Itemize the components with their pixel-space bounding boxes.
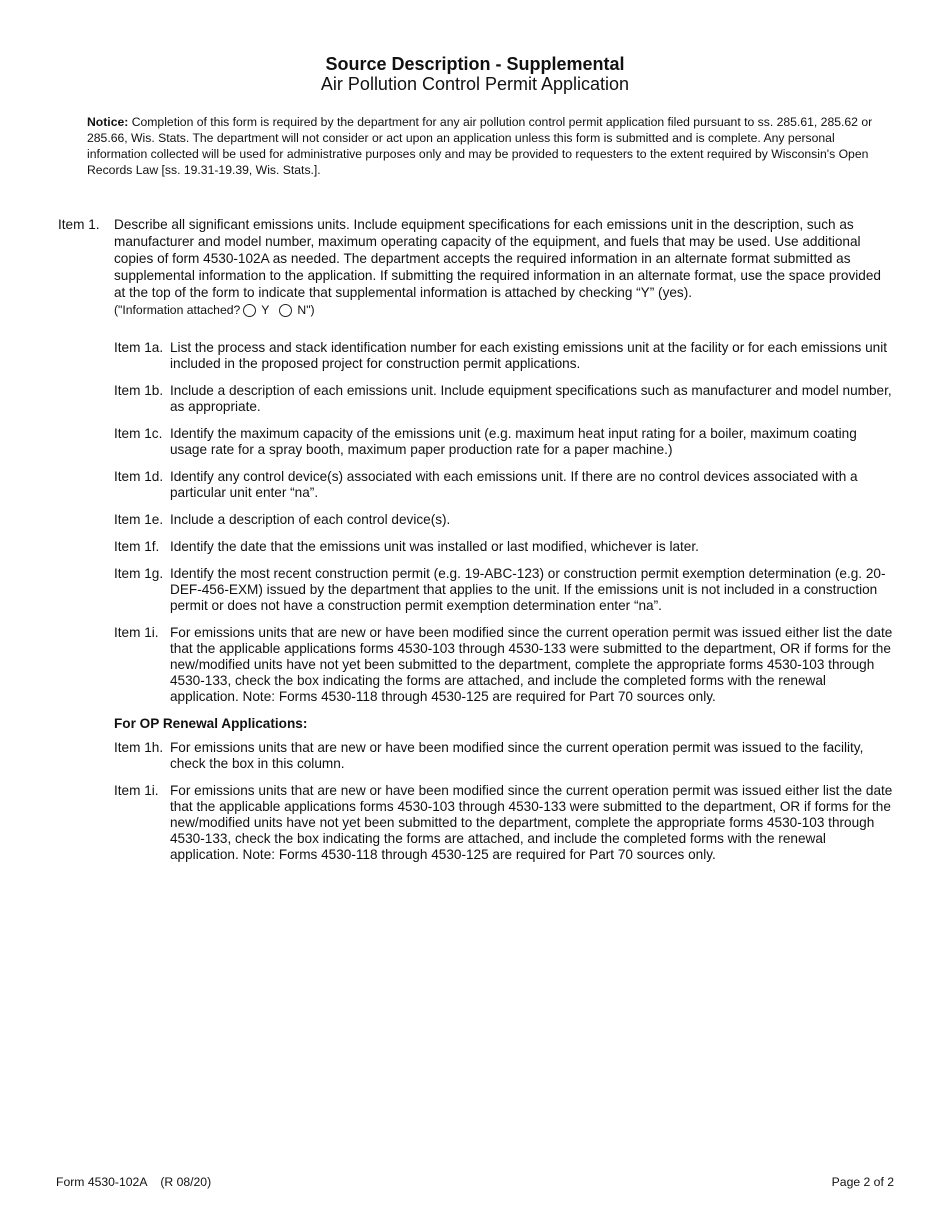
- item-1-subitems: [114, 340, 894, 874]
- option-yes-label: Y: [261, 303, 270, 317]
- information-attached-label: ("Information attached?: [114, 303, 241, 317]
- subitem-label: Item 1d.: [114, 469, 164, 484]
- notice-label: Notice:: [87, 115, 129, 129]
- page-subtitle: Air Pollution Control Permit Application: [320, 74, 630, 94]
- page-title: Source Description - Supplemental: [325, 54, 625, 74]
- subitem-label: Item 1e.: [114, 512, 164, 527]
- subitem-text: For emissions units that are new or have been modified since the current operation permit was issued either list the date that the applicable applications forms 4530-103 through 4530-133 were submitted to the department, OR if forms for the new/modified units have not yet been submitted to the department, complete the appropriate forms 4530-103 through 4530-133, check the box indicating the forms are attached, and include the completed forms with the renewal application. Note: Forms 4530-118 through 4530-125 are required for Part 70 sources only.: [170, 625, 893, 704]
- item-1-text: Describe all significant emissions units. Include equipment specifications for each emissions unit in the description, such as manufacturer and model number, maximum operating capacity of the equipment, and fuels that may be used. Use additional copies of form 4530-102A as needed. The department accepts the required information in an alternate format submitted as supplemental information to the application. If submitting the required information in an alternate format, use the space provided at the top of the form to indicate that supplemental information is attached by checking “Y” (yes).: [114, 217, 881, 300]
- notice-text: Completion of this form is required by the department for any air pollution control permit application filed pursuant to ss. 285.61, 285.62 or 285.66, Wis. Stats. The department will not consider or act upon an application unless this form is submitted and is complete. Any personal information collected will be used for administrative purposes only and may be provided to requesters to the extent required by Wisconsin's Open Records Law [ss. 19.31-19.39, Wis. Stats.].: [87, 115, 873, 177]
- subitem: [114, 426, 894, 458]
- item-1-label: Item 1.: [58, 217, 100, 232]
- subitem-text: Identify any control device(s) associated with each emissions unit. If there are no control devices associated with a particular unit enter “na”.: [170, 469, 858, 500]
- subitem-text: Identify the date that the emissions unit was installed or last modified, whichever is later.: [170, 539, 699, 554]
- subitem: [114, 539, 894, 555]
- subitem-label: Item 1c.: [114, 426, 163, 441]
- subitem-text: For emissions units that are new or have been modified since the current operation permit was issued either list the date that the applicable applications forms 4530-103 through 4530-133 were submitted to the department, OR if forms for the new/modified units have not yet been submitted to the department, complete the appropriate forms 4530-103 through 4530-133, check the box indicating the forms are attached, and include the completed forms with the renewal application. Note: Forms 4530-118 through 4530-125 are required for Part 70 sources only.: [170, 783, 893, 862]
- subitem: [114, 469, 894, 501]
- subitem-label: Item 1f.: [114, 539, 160, 554]
- subitem-label: Item 1a.: [114, 340, 164, 355]
- subitem: [114, 340, 894, 372]
- subitem: [114, 625, 894, 705]
- subitem-label: Item 1h.: [114, 740, 164, 755]
- form-id: Form 4530-102A (R 08/20): [56, 1175, 212, 1189]
- op-renewal-heading: For OP Renewal Applications:: [114, 716, 308, 731]
- subitem-label: Item 1g.: [114, 566, 164, 581]
- information-attached-question: [114, 302, 893, 318]
- information-attached-no-radio[interactable]: [279, 304, 292, 317]
- subitem-label: Item 1i.: [114, 783, 159, 798]
- page-number: Page 2 of 2: [831, 1175, 894, 1189]
- subitem-text: Include a description of each emissions unit. Include equipment specifications such as manufacturer and model number, as appropriate.: [170, 383, 892, 414]
- subitem-label: Item 1b.: [114, 383, 164, 398]
- option-no-label: N"): [297, 303, 315, 317]
- subitem-text: Include a description of each control device(s).: [170, 512, 451, 527]
- subitem-text: Identify the maximum capacity of the emissions unit (e.g. maximum heat input rating for a boiler, maximum coating usage rate for a spray booth, maximum paper production rate for a paper machine.): [170, 426, 857, 457]
- subitem-text: List the process and stack identification number for each existing emissions unit at the facility or for each emissions unit included in the proposed project for construction permit applications.: [170, 340, 888, 371]
- information-attached-yes-radio[interactable]: [243, 304, 256, 317]
- notice-paragraph: [87, 114, 893, 178]
- subitem-text: For emissions units that are new or have been modified since the current operation permit was issued to the facility, check the box in this column.: [170, 740, 864, 771]
- subitem-text: Identify the most recent construction permit (e.g. 19-ABC-123) or construction permit exemption determination (e.g. 20-DEF-456-EXM) issued by the department that applies to the unit. If the emissions unit is not included in a construction permit or does not have a construction permit exemption determination enter “na”.: [170, 566, 886, 613]
- subitem: [114, 512, 894, 528]
- op-renewal-item: [114, 783, 894, 863]
- subitem-label: Item 1i.: [114, 625, 159, 640]
- item-1: [58, 216, 893, 318]
- subitem: [114, 383, 894, 415]
- op-renewal-item: [114, 740, 894, 772]
- subitem: [114, 566, 894, 614]
